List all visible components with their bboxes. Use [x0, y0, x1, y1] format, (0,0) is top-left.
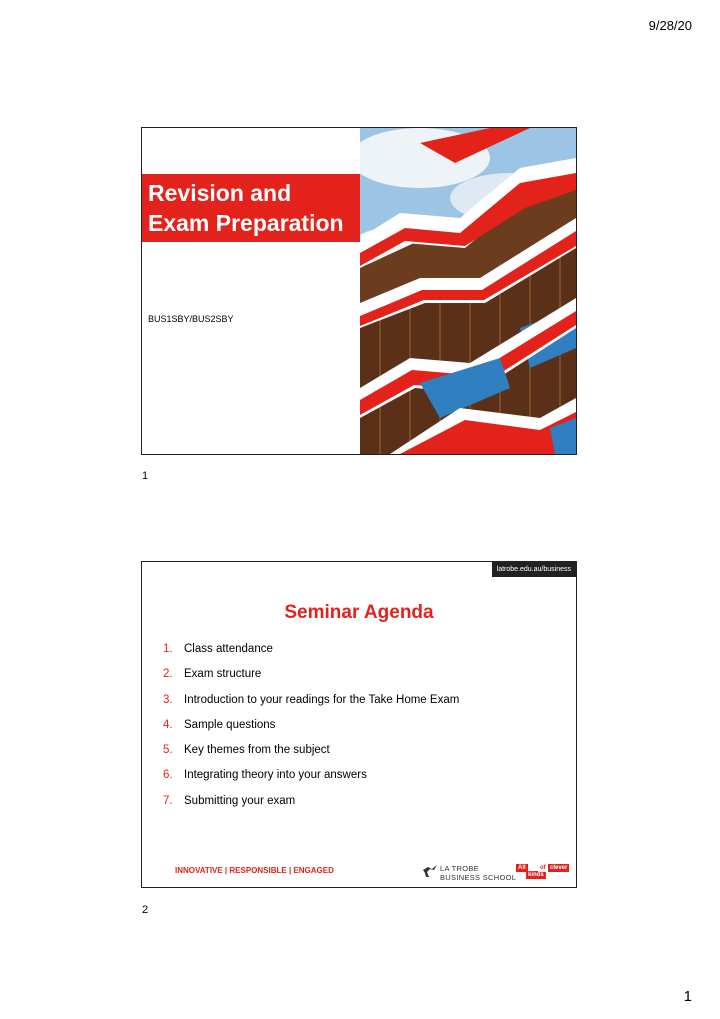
page-number: 1	[683, 988, 692, 1005]
slide-title-box	[142, 174, 361, 242]
slide-index-2: 2	[142, 904, 149, 916]
slide-title-line1: Revision and	[148, 180, 292, 206]
url-badge: latrobe.edu.au/business	[492, 562, 576, 577]
agenda-list	[163, 642, 459, 819]
page-date: 9/28/20	[648, 18, 692, 33]
agenda-item: 5. Key themes from the subject	[163, 744, 330, 757]
agenda-item: 2. Exam structure	[163, 668, 262, 681]
slide-index-1: 1	[142, 470, 149, 482]
building-photo	[360, 128, 576, 454]
slide-2-thumbnail: latrobe.edu.au/business Seminar Agenda 1. Class attendance 2. Exam structure 3. Introduction to your readings for the Take Home Exam 4. Sample questions 5. Key themes from the subject 6. Integrating theory into your answers 7. Submitting your exam INNOVATIVE | RESPONSIBLE | ENGAGED LA TROBE BUSINESS SCHOOL All kinds of clever	[141, 561, 577, 888]
agenda-item: 3. Introduction to your readings for the Take Home Exam	[163, 693, 460, 706]
tagline: INNOVATIVE | RESPONSIBLE | ENGAGED	[175, 866, 334, 875]
course-code: BUS1SBY/BUS2SBY	[148, 314, 234, 324]
agenda-title: Seminar Agenda	[284, 602, 434, 623]
agenda-item: 4. Sample questions	[163, 718, 276, 731]
latrobe-logo-text: LA TROBE BUSINESS SCHOOL	[440, 864, 517, 882]
agenda-item: 7. Submitting your exam	[163, 794, 296, 807]
slide-1-thumbnail	[141, 127, 577, 455]
latrobe-logo-icon	[422, 864, 438, 878]
agenda-item: 6. Integrating theory into your answers	[163, 769, 367, 782]
slide-title-line2: Exam Preparation	[148, 210, 344, 236]
agenda-item: 1. Class attendance	[163, 643, 273, 655]
